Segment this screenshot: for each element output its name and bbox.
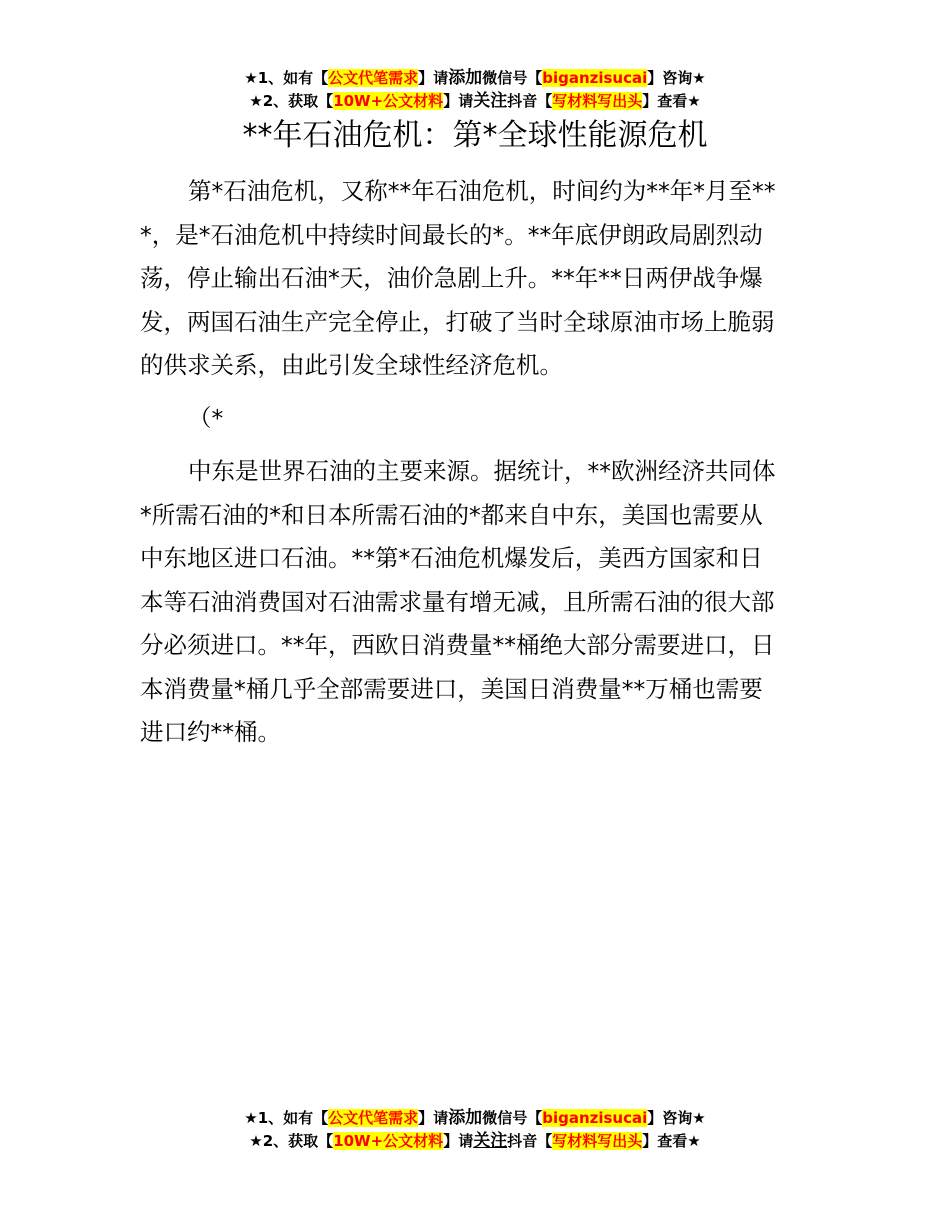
header-banner (0, 67, 950, 113)
paragraph-line: 第*石油危机，又称**年石油危机，时间约为**年*月至** (188, 177, 776, 205)
highlight-ghostwriting: 公文代笔需求 (328, 69, 419, 87)
paragraph-line: 中东是世界石油的主要来源。据统计，**欧洲经济共同体 (188, 457, 776, 485)
highlight-douyin: 写材料写出头 (552, 92, 643, 110)
banner-text: 】查看★ (642, 92, 701, 110)
banner-text: 】请 (418, 69, 449, 87)
highlight-douyin: 写材料写出头 (552, 1132, 643, 1150)
banner-emphasis: 添加 (448, 1108, 483, 1128)
paragraph-line: （* (188, 404, 224, 432)
highlight-materials: 10W+公文材料 (333, 1132, 444, 1150)
paragraph-line: 本等石油消费国对石油需求量有增无减，且所需石油的很大部 (140, 587, 775, 616)
banner-text: ★2、获取【 (249, 1132, 334, 1150)
paragraph-line: 的供求关系，由此引发全球性经济危机。 (140, 351, 563, 379)
banner-text: 】查看★ (642, 1132, 701, 1150)
paragraph-line: 进口约**桶。 (140, 718, 281, 746)
highlight-ghostwriting: 公文代笔需求 (328, 1109, 419, 1127)
banner-text: ★1、如有【 (244, 69, 329, 87)
banner-text: 微信号【 (482, 69, 543, 87)
highlight-materials: 10W+公文材料 (333, 92, 444, 110)
banner-line-materials (0, 1130, 950, 1153)
banner-text: ★1、如有【 (244, 1109, 329, 1127)
paragraph-line: 中东地区进口石油。**第*石油危机爆发后，美西方国家和日 (140, 544, 763, 572)
banner-emphasis: 关注 (473, 91, 508, 111)
banner-text: 微信号【 (482, 1109, 543, 1127)
banner-emphasis: 关注 (473, 1131, 508, 1151)
paragraph-line: *，是*石油危机中持续时间最长的*。**年底伊朗政局剧烈动 (140, 220, 763, 249)
paragraph-line: 本消费量*桶几乎全部需要进口，美国日消费量**万桶也需要 (140, 674, 763, 703)
banner-text: 】咨询★ (647, 1109, 706, 1127)
paragraph-line: 荡，停止输出石油*天，油价急剧上升。**年**日两伊战争爆 (140, 264, 763, 292)
banner-emphasis: 添加 (448, 68, 483, 88)
banner-text: 抖音【 (507, 92, 553, 110)
paragraph-line: *所需石油的*和日本所需石油的*都来自中东，美国也需要从 (140, 500, 763, 529)
banner-text: 】请 (443, 1132, 474, 1150)
paragraph-line: 分必须进口。**年，西欧日消费量**桶绝大部分需要进口，日 (140, 631, 775, 659)
banner-line-ghostwriting (0, 1107, 950, 1130)
banner-text: 抖音【 (507, 1132, 553, 1150)
banner-line-ghostwriting (0, 67, 950, 90)
banner-text: 】请 (443, 92, 474, 110)
banner-text: 】请 (418, 1109, 449, 1127)
paragraph-middle-east (140, 450, 812, 755)
banner-line-materials (0, 90, 950, 113)
paragraph-line: 发，两国石油生产完全停止，打破了当时全球原油市场上脆弱 (140, 307, 775, 336)
paragraph-subheading (140, 397, 812, 441)
paragraph-intro (140, 170, 812, 388)
highlight-wechat-id: biganzisucai (542, 1109, 648, 1127)
document-title: **年石油危机：第*全球性能源危机 (242, 118, 708, 153)
banner-text: 】咨询★ (647, 69, 706, 87)
banner-text: ★2、获取【 (249, 92, 334, 110)
highlight-wechat-id: biganzisucai (542, 69, 648, 87)
footer-banner (0, 1107, 950, 1153)
